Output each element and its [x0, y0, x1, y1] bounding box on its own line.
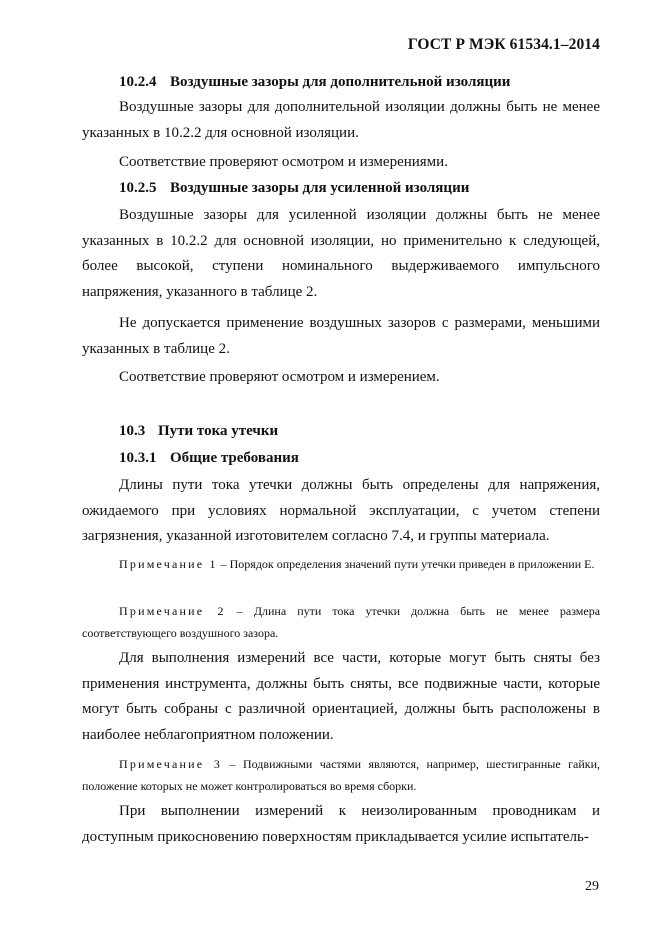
section-title: Пути тока утечки — [158, 423, 279, 439]
section-number: 10.2.5 — [119, 180, 157, 196]
note-label: Примечание 3 — [119, 757, 223, 771]
standard-header: ГОСТ Р МЭК 61534.1–2014 — [407, 36, 600, 53]
paragraph: Длины пути тока утечки должны быть определены для напряжения, ожидаемого при условиях нормальной эксплуатации, с учетом степени загрязнения, указанной изготовителем согласно 7.4, и группы материала. — [82, 477, 600, 544]
section-title: Общие требования — [170, 450, 299, 466]
paragraph: Для выполнения измерений все части, которые могут быть сняты без применения инструмента, должны быть сняты, все подвижные части, которые могут быть собраны с различной ориентацией, должны быть расположены в наиболее неблагоприятном положении. — [82, 650, 600, 743]
note-text: – Длина пути тока утечки должна быть не менее размера соответствующего воздушного зазора. — [82, 604, 601, 640]
paragraph: Соответствие проверяют осмотром и измерениями. — [119, 154, 448, 170]
section-title: Воздушные зазоры для усиленной изоляции — [170, 180, 470, 196]
section-title: Воздушные зазоры для дополнительной изоляции — [170, 74, 511, 90]
note-label: Примечание 1 — [119, 557, 218, 571]
note-2 — [82, 600, 600, 644]
note-text: – Подвижными частями являются, например, шестигранные гайки, положение которых не может контролироваться во время сборки. — [82, 757, 601, 793]
paragraph: Не допускается применение воздушных зазоров с размерами, меньшими указанных в таблице 2. — [82, 315, 600, 357]
section-heading-10-2-5 — [82, 176, 637, 201]
note-label: Примечание 2 — [119, 604, 226, 618]
paragraph: Воздушные зазоры для дополнительной изоляции должны быть не менее указанных в 10.2.2 для основной изоляции. — [82, 99, 600, 141]
section-heading-10-3-1 — [82, 446, 637, 471]
paragraph: Воздушные зазоры для усиленной изоляции должны быть не менее указанных в 10.2.2 для основной изоляции, но применительно к следующей, более высокой, ступени номинального выдерживаемого импульсного напряжения, указанного в таблице 2. — [82, 207, 600, 300]
section-number: 10.2.4 — [119, 74, 157, 90]
note-1 — [82, 553, 600, 575]
paragraph: При выполнении измерений к неизолированным проводникам и доступным прикосновению поверхностям прикладывается усилие испытатель- — [82, 803, 600, 845]
section-heading-10-2-4 — [82, 70, 637, 95]
note-3 — [82, 753, 600, 797]
section-number: 10.3.1 — [119, 450, 157, 466]
section-heading-10-3 — [82, 419, 637, 444]
section-number: 10.3 — [119, 423, 146, 439]
page-number: 29 — [585, 879, 599, 894]
paragraph: Соответствие проверяют осмотром и измерением. — [119, 369, 440, 385]
note-text: – Порядок определения значений пути утечки приведен в приложении Е. — [220, 557, 595, 571]
